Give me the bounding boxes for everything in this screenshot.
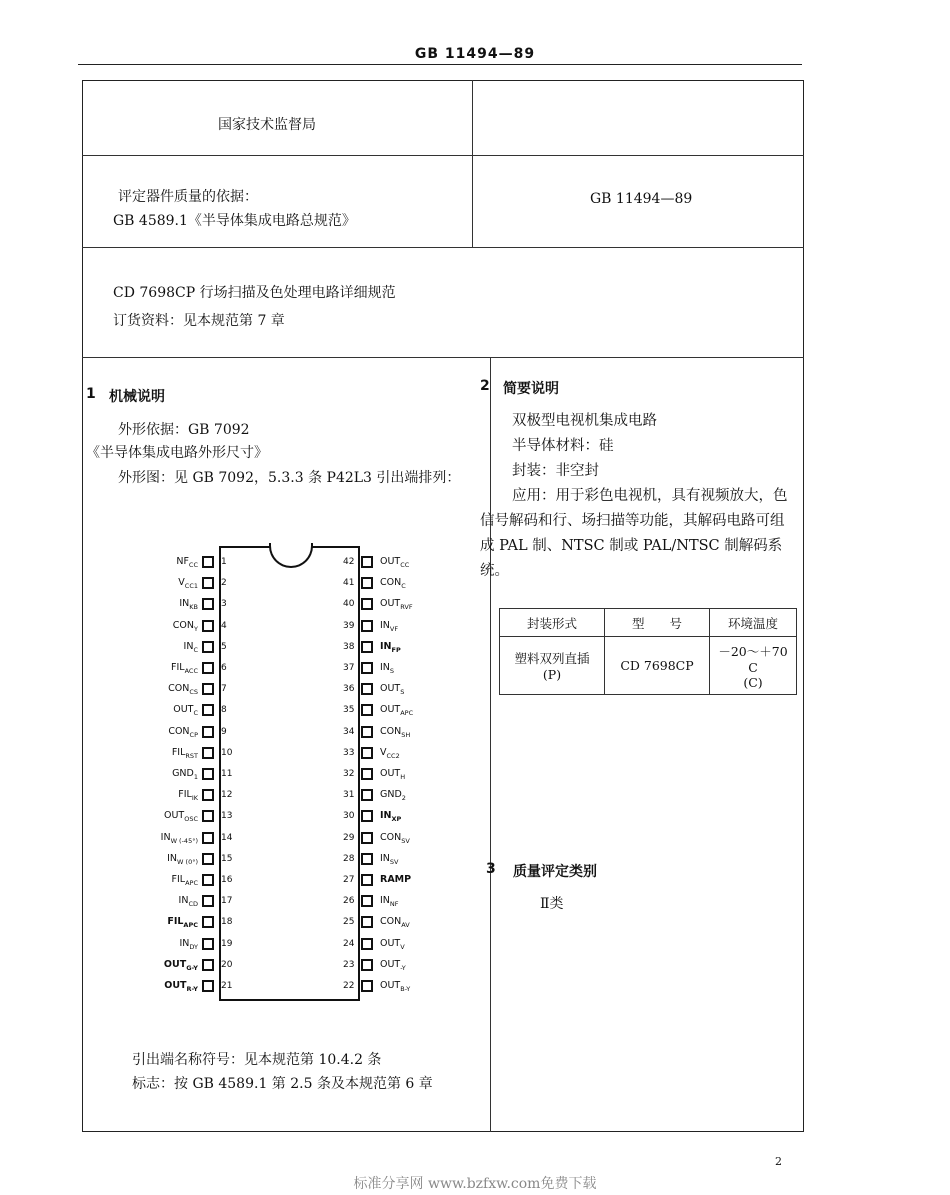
- table-header: 环境温度: [710, 609, 797, 637]
- pin-label-sub: C: [401, 582, 406, 591]
- pin-number: 4: [221, 620, 227, 631]
- header-rule: [78, 64, 802, 65]
- body-divider: [490, 357, 491, 1132]
- pin-label: [88, 556, 198, 569]
- pin-number: 32: [343, 769, 355, 779]
- pin-pad: [361, 641, 373, 653]
- package-table: [499, 608, 797, 695]
- pin-label-sub: C: [193, 709, 198, 718]
- pin-label-sub: SV: [401, 836, 410, 845]
- pin-label: [380, 620, 398, 633]
- pin-pad: [202, 959, 214, 971]
- pin-label-sub: APC: [183, 921, 198, 930]
- spec-title: CD 7698CP 行场扫描及色处理电路详细规范: [113, 285, 396, 301]
- pin-label-sub: RST: [185, 751, 198, 760]
- pin-label-main: IN: [179, 937, 190, 949]
- pin-label: [88, 810, 198, 823]
- desc-app-a: 应用：用于彩色电视机，具有视频放大，色: [512, 488, 788, 504]
- pin-label: [88, 704, 198, 717]
- pin-pad: [202, 874, 214, 886]
- pin-label-sub: XP: [391, 815, 402, 824]
- pin-label-main: IN: [167, 852, 178, 864]
- pin-number: 1: [221, 557, 227, 567]
- outline-figure: 外形图：见 GB 7092，5.3.3 条 P42L3 引出端排列：: [118, 470, 461, 486]
- pin-label-sub: APC: [400, 709, 414, 718]
- desc-line-3: 封装：非空封: [512, 463, 599, 479]
- pin-label: [88, 641, 198, 654]
- pin-pad: [202, 577, 214, 589]
- pin-label-main: CON: [172, 619, 195, 631]
- quality-category: Ⅱ类: [540, 896, 564, 912]
- pin-label-sub: FP: [391, 645, 401, 654]
- pin-number: 6: [221, 663, 227, 673]
- pin-label-sub: RVF: [400, 603, 413, 612]
- pin-label-main: IN: [183, 640, 194, 652]
- section3-number: 3: [486, 861, 496, 877]
- pin-label: [380, 853, 399, 866]
- row-divider-1: [82, 155, 804, 156]
- pin-label-main: OUT: [380, 958, 401, 970]
- pin-label: [88, 598, 198, 611]
- pin-label-sub: CC: [400, 560, 410, 569]
- pin-pad: [202, 620, 214, 632]
- section2-number: 2: [480, 378, 490, 394]
- pin-label-main: OUT: [164, 980, 187, 991]
- pin-pad: [361, 726, 373, 738]
- pin-label-main: GND: [172, 768, 194, 779]
- pin-label-sub: R-Y: [186, 984, 198, 993]
- pin-label: [88, 959, 198, 972]
- pin-pad: [361, 747, 373, 759]
- pin-pad: [202, 768, 214, 780]
- pin-number: 29: [343, 832, 355, 843]
- page-number: 2: [775, 1155, 782, 1168]
- pin-label-sub: CC1: [184, 582, 198, 591]
- pin-number: 10: [221, 747, 233, 758]
- top-divider: [472, 80, 473, 248]
- pin-number: 33: [343, 747, 355, 758]
- pin-pad: [361, 895, 373, 907]
- basis-ref: GB 4589.1《半导体集成电路总规范》: [113, 213, 356, 229]
- pin-number: 20: [221, 959, 233, 970]
- pin-number: 12: [221, 790, 233, 801]
- pin-number: 11: [221, 769, 233, 779]
- desc-line-2: 半导体材料：硅: [512, 438, 614, 454]
- pin-number: 37: [343, 663, 355, 673]
- watermark-footer: 标准分享网 www.bzfxw.com免费下载: [353, 1176, 597, 1192]
- pin-label-main: CON: [380, 577, 402, 589]
- pin-label-main: OUT: [380, 704, 401, 716]
- pin-number: 17: [221, 896, 233, 907]
- table-cell: CD 7698CP: [605, 637, 710, 695]
- pin-label-main: V: [178, 577, 185, 589]
- pin-pad: [202, 853, 214, 865]
- desc-line-1: 双极型电视机集成电路: [512, 413, 657, 429]
- pin-label: [88, 874, 198, 887]
- pin-number: 16: [221, 875, 233, 885]
- pin-label-sub: IK: [191, 794, 198, 803]
- pin-pad: [202, 789, 214, 801]
- pin-number: 15: [221, 853, 233, 864]
- order-info: 订货资料：见本规范第 7 章: [113, 313, 285, 329]
- row-divider-2: [82, 247, 804, 248]
- section1-number: 1: [86, 386, 96, 402]
- pin-pad: [202, 895, 214, 907]
- pin-number: 30: [343, 811, 355, 822]
- pin-label-sub: VF: [389, 624, 399, 633]
- pin-label: [88, 577, 198, 590]
- pin-label: [380, 874, 411, 885]
- pin-label-main: IN: [380, 852, 390, 864]
- pin-pad: [202, 916, 214, 928]
- pin-number: 8: [221, 705, 227, 716]
- pin-pad: [202, 810, 214, 822]
- pin-label-main: OUT: [380, 683, 401, 695]
- pin-label-sub: W (0°): [177, 857, 198, 866]
- pin-label: [88, 620, 198, 633]
- pin-pad: [202, 832, 214, 844]
- desc-app-b: 信号解码和行、场扫描等功能，其解码电路可组: [480, 513, 785, 529]
- pin-label-sub: SV: [389, 857, 399, 866]
- pin-number: 13: [221, 811, 233, 822]
- pin-number: 40: [343, 599, 355, 610]
- outline-basis-2: 《半导体集成电路外形尺寸》: [86, 445, 268, 461]
- pin-label: [88, 768, 198, 781]
- pin-label-main: IN: [380, 810, 392, 822]
- pin-label-sub: SH: [401, 730, 411, 739]
- pin-label-sub: V: [400, 942, 405, 951]
- pin-number: 38: [343, 641, 355, 652]
- pin-label: [380, 577, 406, 590]
- standard-number: GB 11494—89: [590, 191, 693, 207]
- pin-pad: [361, 556, 373, 568]
- pin-pad: [202, 683, 214, 695]
- pin-number: 14: [221, 832, 233, 843]
- pin-number: 42: [343, 557, 355, 567]
- pin-number: 22: [343, 981, 355, 991]
- pin-pad: [361, 874, 373, 886]
- basis-title: 评定器件质量的依据：: [118, 189, 258, 205]
- pin-label-sub: G-Y: [186, 963, 198, 972]
- pin-number: 27: [343, 875, 355, 885]
- pin-label: [88, 747, 198, 760]
- pin-pad: [361, 598, 373, 610]
- pin-label: [380, 556, 409, 569]
- pin-label-main: OUT: [163, 958, 187, 970]
- table-cell: [710, 637, 797, 695]
- pin-label-main: FIL: [171, 662, 185, 673]
- pin-label-sub: Y: [194, 624, 198, 633]
- pin-label: [380, 959, 406, 972]
- pin-label-sub: AV: [401, 921, 410, 930]
- pin-label: [380, 980, 410, 993]
- pin-label: [88, 853, 198, 866]
- pin-label: [380, 598, 413, 611]
- pin-label: [380, 704, 413, 717]
- pin-label: [380, 662, 394, 675]
- pin-label-sub: C: [193, 645, 198, 654]
- pin-label: [88, 726, 198, 739]
- pin-label: [88, 938, 198, 951]
- pin-label-main: CON: [168, 725, 190, 737]
- pin-label: [88, 832, 198, 845]
- pin-pad: [361, 832, 373, 844]
- pin-number: 35: [343, 705, 355, 716]
- pin-label-sub: 1: [193, 772, 198, 781]
- pin-pad: [361, 980, 373, 992]
- pin-label: [380, 641, 401, 654]
- pin-number: 39: [343, 620, 355, 631]
- pin-number: 25: [343, 917, 355, 928]
- pin-label-sub: NF: [389, 900, 399, 909]
- desc-app-c: 成 PAL 制、NTSC 制或 PAL/NTSC 制解码系: [480, 538, 783, 554]
- pin-number: 26: [343, 896, 355, 907]
- pin-label: [88, 789, 198, 802]
- pin-label-main: GND: [380, 789, 402, 801]
- pin-label-sub: W (-45°): [170, 836, 198, 845]
- pin-label: [88, 662, 198, 675]
- pin-label-main: OUT: [173, 704, 194, 716]
- pin-label-sub: KB: [189, 603, 198, 612]
- pin-label: [88, 980, 198, 993]
- pin-label: [380, 832, 410, 845]
- pin-number: 9: [221, 726, 227, 737]
- page-header: GB 11494—89: [414, 46, 536, 62]
- row-divider-3: [82, 357, 804, 358]
- pin-label: [380, 938, 405, 951]
- pin-label-main: CON: [380, 831, 402, 843]
- pin-label: [380, 916, 410, 929]
- pin-pad: [361, 577, 373, 589]
- pin-pad: [202, 704, 214, 716]
- pin-number: 2: [221, 578, 227, 589]
- pin-pad: [361, 810, 373, 822]
- outline-basis: 外形依据：GB 7092: [118, 422, 250, 438]
- pin-label-main: IN: [380, 895, 390, 907]
- pin-label-main: OUT: [163, 810, 185, 822]
- pin-pad: [202, 726, 214, 738]
- marking-note: 标志：按 GB 4589.1 第 2.5 条及本规范第 6 章: [132, 1076, 433, 1092]
- pin-label-main: FIL: [178, 789, 192, 801]
- pin-label-main: NF: [176, 556, 189, 567]
- pin-label: [380, 768, 405, 781]
- pin-label-main: RAMP: [380, 874, 412, 885]
- pin-pad: [202, 641, 214, 653]
- pin-number: 5: [221, 641, 227, 652]
- pin-pad: [361, 916, 373, 928]
- pin-number: 41: [343, 578, 355, 589]
- pin-pad: [361, 704, 373, 716]
- table-header: 封装形式: [500, 609, 605, 637]
- section3-title: 质量评定类别: [513, 864, 597, 880]
- pin-label-sub: CD: [188, 900, 198, 909]
- authority: 国家技术监督局: [218, 117, 316, 133]
- pin-names-note: 引出端名称符号：见本规范第 10.4.2 条: [132, 1052, 382, 1068]
- pin-label-main: CON: [380, 725, 402, 737]
- pin-label: [380, 895, 399, 908]
- pin-pad: [361, 959, 373, 971]
- pin-number: 21: [221, 981, 233, 991]
- pin-label-main: CON: [380, 916, 402, 928]
- pin-label-main: IN: [380, 640, 392, 652]
- pin-number: 24: [343, 938, 355, 949]
- pin-label-main: IN: [178, 895, 189, 907]
- pin-label-main: FIL: [167, 916, 184, 928]
- pin-label-sub: APC: [185, 878, 198, 887]
- pin-label-sub: CP: [189, 730, 198, 739]
- pin-label-main: OUT: [380, 937, 401, 949]
- package-type: 塑料双列直插: [514, 651, 590, 666]
- pin-pad: [361, 938, 373, 950]
- desc-app-d: 统。: [480, 563, 509, 579]
- pin-label-sub: 2: [401, 794, 406, 803]
- pin-label-sub: ACC: [184, 666, 198, 675]
- pin-label-sub: H: [400, 772, 406, 781]
- pin-pad: [202, 556, 214, 568]
- pin-pad: [361, 620, 373, 632]
- pin-label-sub: S: [389, 666, 395, 675]
- pin-label-main: OUT: [380, 980, 401, 991]
- pin-pad: [361, 683, 373, 695]
- pin-pad: [202, 747, 214, 759]
- pin-label-sub: CC2: [386, 751, 400, 760]
- pin-label-main: OUT: [380, 556, 401, 567]
- pin-label: [380, 683, 404, 696]
- pin-label-main: OUT: [380, 768, 401, 779]
- pin-label-sub: CS: [189, 688, 198, 697]
- pin-number: 19: [221, 938, 233, 949]
- pin-pad: [361, 853, 373, 865]
- pin-number: 31: [343, 790, 355, 801]
- pin-pad: [202, 980, 214, 992]
- pin-pad: [361, 789, 373, 801]
- pin-label-main: FIL: [171, 746, 186, 758]
- pin-label-main: IN: [380, 662, 390, 673]
- pin-label-sub: S: [400, 688, 405, 697]
- pin-label: [88, 895, 198, 908]
- pin-label-main: FIL: [171, 874, 186, 885]
- pin-number: 23: [343, 959, 355, 970]
- pin-pad: [202, 662, 214, 674]
- pin-label: [380, 726, 410, 739]
- pin-label-main: IN: [380, 619, 390, 631]
- pin-label: [380, 789, 406, 802]
- pin-number: 34: [343, 726, 355, 737]
- section2-title: 简要说明: [503, 381, 559, 397]
- pin-label: [380, 747, 400, 760]
- pin-pad: [202, 598, 214, 610]
- table-header: 型 号: [605, 609, 710, 637]
- pin-label-sub: -Y: [400, 963, 406, 972]
- ic-package-body: [219, 546, 360, 1001]
- pin-pad: [361, 662, 373, 674]
- pin-label-main: IN: [179, 598, 190, 610]
- pin-number: 7: [221, 684, 227, 695]
- temp-range: －20～＋70 C: [718, 643, 788, 675]
- pin-number: 36: [343, 684, 355, 695]
- pin-label-sub: B-Y: [400, 984, 411, 993]
- pin-label: [380, 810, 401, 823]
- package-code: (P): [542, 667, 562, 682]
- pin-pad: [361, 768, 373, 780]
- pin-label-main: OUT: [380, 598, 401, 610]
- pin-number: 28: [343, 853, 355, 864]
- section1-title: 机械说明: [109, 389, 165, 405]
- pin-pad: [202, 938, 214, 950]
- pin-label-main: IN: [160, 831, 171, 843]
- pin-label-main: V: [380, 746, 387, 758]
- pin-label-sub: OSC: [184, 815, 198, 824]
- pin-label: [88, 683, 198, 696]
- pin-number: 18: [221, 917, 233, 928]
- table-cell: [500, 637, 605, 695]
- pin-label-sub: DY: [189, 942, 198, 951]
- pin-label-main: CON: [168, 683, 190, 695]
- pin-label-sub: CC: [188, 560, 198, 569]
- pin-number: 3: [221, 599, 227, 610]
- pin-label: [88, 916, 198, 929]
- temp-code: (C): [743, 674, 763, 690]
